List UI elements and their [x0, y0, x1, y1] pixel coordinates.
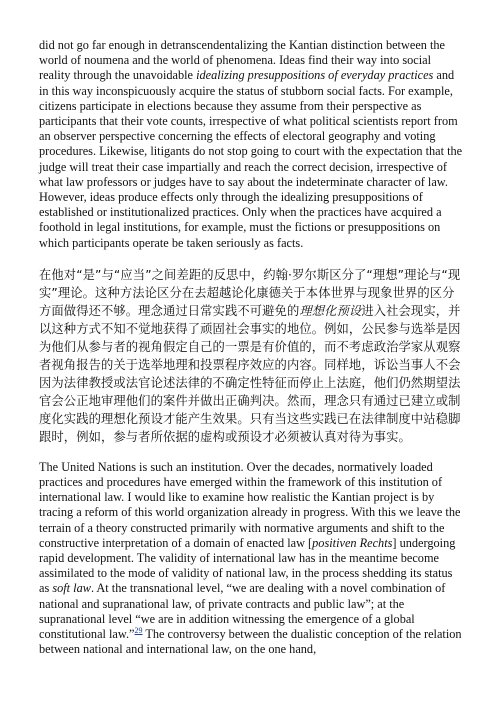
italic-phrase: idealizing presuppositions of everyday practices [196, 68, 434, 83]
text-run: The United Nations is such an institution. Over the decades, normatively loaded practices and procedures have emerged within the framework of this institution of international law. I would like to examine how realistic the Kantian project is by tracing a reform of this world organization already in progress. With this we leave the terrain of a theory constructed primarily with normative arguments and shift to the constructive interpretation of a domain of enacted law [ [39, 459, 461, 550]
english-paragraph-1 [39, 38, 463, 251]
text-run: 进入社会现实，并以这种方式不知不觉地获得了顽固社会事实的地位。例如，公民参与选举是因为他们从参与者的视角假定自己的一票是有价值的，而不考虑政治学家从观察者视角报告的关于选举地理和投票程序效应的内容。同样地，诉讼当事人不会因为法律教授或法官论述法律的不确定性特征而停止上法庭，他们仍然期望法官会公正地审理他们的案件并做出正确判决。然而，理念只有通过已建立或制度化实践的理想化预设才能产生效果。只有当这些实践已在法律制度中站稳脚跟时，例如，参与者所依据的虚构或预设才必须被认真对待为事实。 [39, 303, 461, 444]
text-run: 在他对“是”与“应当”之间差距的反思中，约翰·罗尔斯区分了“理想”理论与“现实”理论。这种方法论区分在去超越论化康德关于本体世界与现象世界的区分方面做得还不够。理念通过日常实践不可避免的 [39, 267, 461, 318]
italic-phrase: 理想化预设 [299, 303, 362, 318]
text-run: did not go far enough in detranscendentalizing the Kantian distinction between the world of noumena and the world of phenomena. Ideas find their way into social reality through the unavoidable [39, 38, 446, 83]
chinese-translation-paragraph [39, 266, 463, 446]
document-page [39, 38, 463, 672]
italic-phrase: positiven Rechts [312, 535, 393, 550]
text-run: The controversy between the dualistic conception of the relation between national and international law, on the one hand, [39, 627, 462, 657]
footnote-link[interactable]: 29 [134, 625, 143, 635]
italic-phrase: soft law [52, 581, 91, 596]
text-run: and in this way inconspicuously acquire the status of stubborn social facts. For example, citizens participate in elections because they assume from their perspective as participants that their vote counts, irrespective of what political scientists report from an observer perspective concerning the effects of electoral geography and voting procedures. Likewise, litigants do not stop going to court with the expectation that the judge will treat their case impartially and reach the correct decision, irrespective of what law professors or judges have to say about the indeterminate character of law. However, ideas produce effects only through the idealizing presuppositions of established or institutionalized practices. Only when the practices have acquired a foothold in legal institutions, for example, must the fictions or presuppositions on which participants operate be taken seriously as facts. [39, 68, 463, 250]
english-paragraph-2 [39, 460, 463, 658]
text-run: ] undergoing rapid development. The validity of international law has in the meantime become assimilated to the mode of validity of national law, in the process shedding its status as [39, 535, 456, 596]
text-run: . At the transnational level, “we are dealing with a novel combination of national and supranational law, of private contracts and public law”; at the supranational level “we are in addition witnessing the emergence of a global constitutional law.” [39, 581, 446, 642]
